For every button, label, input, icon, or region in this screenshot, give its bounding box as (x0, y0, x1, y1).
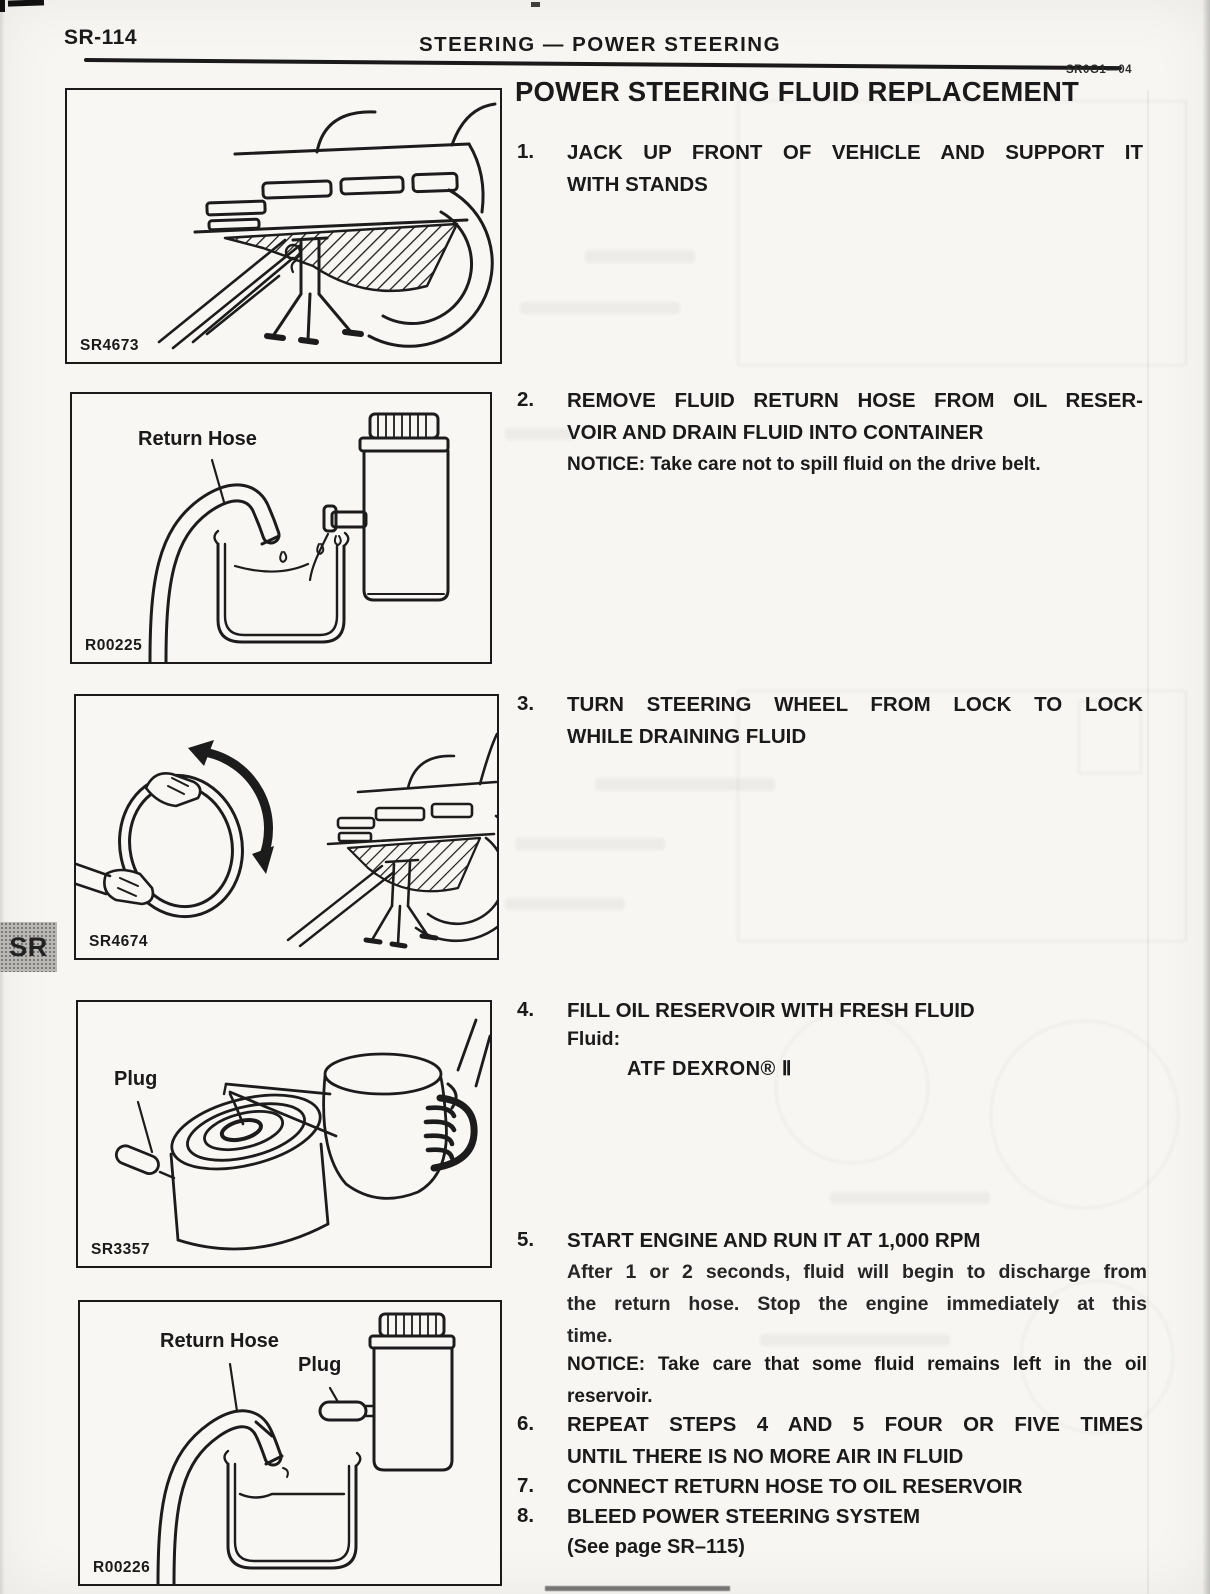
bleedthrough-ghost (505, 428, 575, 440)
step-1-heading-line: WITH STANDS (567, 173, 708, 196)
figure-drain-fluid (70, 392, 492, 664)
figure-code: R00226 (93, 1559, 151, 1576)
step-2-heading-line: VOIR AND DRAIN FLUID INTO CONTAINER (567, 421, 984, 444)
step-3-number: 3. (517, 692, 535, 715)
figure-code: SR4673 (80, 337, 140, 354)
step-5-notice-line: NOTICE: Take care that some fluid remains left in the oil (567, 1354, 1147, 1375)
plug-label: Plug (114, 1068, 158, 1090)
bleedthrough-ghost (505, 898, 625, 910)
step-7-heading-line: CONNECT RETURN HOSE TO OIL RESERVOIR (567, 1475, 1023, 1498)
bleedthrough-ghost (585, 250, 695, 263)
figure-return-hose-plug (78, 1300, 502, 1586)
bleedthrough-ghost (520, 302, 680, 314)
figure-fill-reservoir (76, 1000, 492, 1268)
section-tab-label: SR (9, 931, 48, 962)
step-6-heading-line: UNTIL THERE IS NO MORE AIR IN FLUID (567, 1445, 964, 1468)
plug-label: Plug (298, 1354, 342, 1376)
scan-mark (8, 0, 44, 7)
step-4-fluid-label: Fluid: (567, 1028, 621, 1050)
fill-reservoir-illustration (78, 1002, 490, 1266)
step-8-heading-line: BLEED POWER STEERING SYSTEM (567, 1505, 921, 1528)
step-4-number: 4. (517, 998, 535, 1021)
scan-left-shadow (0, 0, 5, 1594)
step-7-number: 7. (517, 1474, 535, 1497)
return-hose-label: Return Hose (160, 1330, 279, 1352)
step-2-number: 2. (517, 388, 535, 411)
step-8-see-reference: (See page SR–115) (567, 1536, 745, 1558)
section-header: STEERING — POWER STEERING (418, 33, 782, 56)
page-number: SR-114 (64, 26, 138, 49)
step-5-number: 5. (517, 1228, 535, 1251)
step-6-number: 6. (517, 1412, 535, 1435)
page-title: POWER STEERING FLUID REPLACEMENT (515, 76, 1080, 107)
bleedthrough-ghost (595, 778, 775, 791)
bleedthrough-ghost (515, 838, 665, 850)
figure-turn-steering-wheel (74, 694, 499, 960)
step-4-heading-line: FILL OIL RESERVOIR WITH FRESH FLUID (567, 999, 975, 1022)
step-6-heading-line: REPEAT STEPS 4 AND 5 FOUR OR FIVE TIMES (567, 1413, 1143, 1436)
figure-jack-up-vehicle (65, 88, 502, 364)
step-2-notice: NOTICE: Take care not to spill fluid on the drive belt. (567, 454, 1041, 475)
scan-mark (0, 0, 5, 12)
section-tab-sr (0, 922, 57, 972)
step-3-heading-line: TURN STEERING WHEEL FROM LOCK TO LOCK (567, 693, 1143, 716)
step-5-body-line: the return hose. Stop the engine immediately at this (567, 1293, 1147, 1315)
figure-code: SR4674 (89, 933, 149, 950)
step-1-number: 1. (517, 140, 535, 163)
step-5-notice-line: reservoir. (567, 1386, 653, 1407)
step-5-heading-line: START ENGINE AND RUN IT AT 1,000 RPM (567, 1229, 981, 1252)
doc-code: SR0G1—04 (1066, 64, 1133, 76)
steering-wheel-illustration (76, 696, 497, 958)
step-5-body-line: After 1 or 2 seconds, fluid will begin to discharge from (567, 1261, 1147, 1283)
figure-code: R00225 (85, 637, 143, 654)
return-hose-label: Return Hose (138, 428, 257, 450)
step-4-fluid-value: ATF DEXRON® Ⅱ (627, 1058, 793, 1080)
step-3-heading-line: WHILE DRAINING FLUID (567, 725, 807, 748)
drain-fluid-illustration (72, 394, 490, 662)
step-1-heading-line: JACK UP FRONT OF VEHICLE AND SUPPORT IT (567, 141, 1143, 164)
step-2-heading-line: REMOVE FLUID RETURN HOSE FROM OIL RESER- (567, 389, 1143, 412)
scan-right-shadow (1202, 0, 1210, 1594)
step-8-number: 8. (517, 1504, 535, 1527)
figure-code: SR3357 (91, 1241, 151, 1258)
scan-mark (531, 2, 540, 7)
return-hose-plug-illustration (80, 1302, 500, 1584)
step-5-body-line: time. (567, 1325, 613, 1347)
bleedthrough-ghost (990, 1020, 1179, 1209)
scan-mark (545, 1586, 730, 1591)
bleedthrough-ghost (830, 1192, 990, 1204)
jack-up-illustration (67, 90, 500, 362)
header-rule (84, 58, 1122, 70)
bleedthrough-ghost (775, 1010, 929, 1164)
